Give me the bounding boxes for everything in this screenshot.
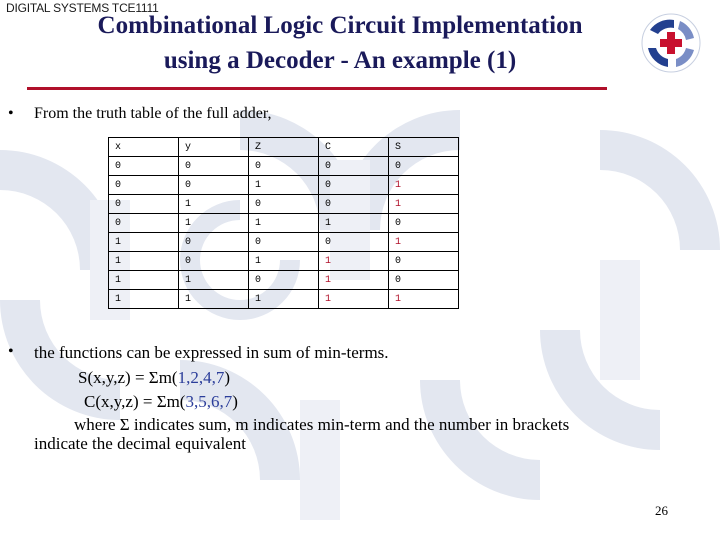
- cell: 0: [319, 233, 389, 252]
- cell: 1: [249, 252, 319, 271]
- cell: 0: [249, 157, 319, 176]
- cell: 0: [319, 195, 389, 214]
- title-line-1: Combinational Logic Circuit Implementation: [97, 12, 583, 39]
- cell: 1: [389, 290, 459, 309]
- cell: 1: [249, 176, 319, 195]
- carry-formula: [84, 392, 238, 412]
- cell: 1: [319, 290, 389, 309]
- truth-table: [108, 137, 459, 309]
- cell: 0: [389, 252, 459, 271]
- bullet-marker: •: [8, 343, 14, 360]
- header-cell-s: S: [389, 138, 459, 157]
- page-number: 26: [655, 503, 668, 518]
- explanation-line-1: where Σ indicates sum, m indicates min-term and the number in brackets: [74, 415, 570, 434]
- cell: 1: [389, 195, 459, 214]
- sum-formula-lhs: S(x,y,z) = Σm(: [78, 368, 178, 387]
- slide-title: [30, 8, 650, 78]
- carry-formula-minterms: 3,5,6,7: [185, 392, 233, 411]
- cell: 1: [109, 290, 179, 309]
- cell: 0: [179, 233, 249, 252]
- sum-formula-minterms: 1,2,4,7: [177, 368, 225, 387]
- table-row: [109, 195, 459, 214]
- cell: 1: [319, 214, 389, 233]
- sum-formula-close: ): [224, 368, 231, 387]
- cell: 0: [109, 176, 179, 195]
- header-cell-x: x: [109, 138, 179, 157]
- sum-of-minterms-text: the functions can be expressed in sum of min-terms.: [34, 343, 389, 362]
- cell: 0: [109, 157, 179, 176]
- cell: 0: [389, 214, 459, 233]
- cell: 0: [249, 233, 319, 252]
- table-row: [109, 290, 459, 309]
- explanation-line-2: indicate the decimal equivalent: [34, 434, 246, 453]
- cell: 0: [249, 271, 319, 290]
- cell: 0: [109, 195, 179, 214]
- sum-formula: [78, 368, 230, 388]
- cell: 1: [249, 290, 319, 309]
- cell: 1: [389, 233, 459, 252]
- table-row: [109, 252, 459, 271]
- table-header-row: [109, 138, 459, 157]
- cell: 1: [249, 214, 319, 233]
- cell: 0: [179, 252, 249, 271]
- header-cell-c: C: [319, 138, 389, 157]
- cell: 0: [319, 176, 389, 195]
- header-cell-z: Z: [249, 138, 319, 157]
- cell: 1: [179, 271, 249, 290]
- cell: 0: [179, 176, 249, 195]
- cell: 1: [109, 233, 179, 252]
- cell: 1: [319, 252, 389, 271]
- carry-formula-lhs: C(x,y,z) = Σm(: [84, 392, 186, 411]
- cell: 0: [389, 157, 459, 176]
- cell: 1: [109, 271, 179, 290]
- course-label: DIGITAL SYSTEMS TCE1111: [6, 1, 159, 15]
- table-row: [109, 233, 459, 252]
- cell: 1: [319, 271, 389, 290]
- table-row: [109, 214, 459, 233]
- cell: 1: [179, 290, 249, 309]
- university-logo-icon: [640, 12, 702, 74]
- title-divider: [27, 87, 607, 90]
- cell: 1: [389, 176, 459, 195]
- cell: 0: [109, 214, 179, 233]
- carry-formula-close: ): [232, 392, 238, 411]
- table-row: [109, 157, 459, 176]
- intro-text: From the truth table of the full adder,: [34, 105, 272, 122]
- cell: 0: [389, 271, 459, 290]
- cell: 0: [319, 157, 389, 176]
- cell: 1: [179, 214, 249, 233]
- title-line-2: using a Decoder - An example (1): [163, 47, 517, 74]
- cell: 0: [249, 195, 319, 214]
- header-cell-y: y: [179, 138, 249, 157]
- table-row: [109, 271, 459, 290]
- table-row: [109, 176, 459, 195]
- cell: 1: [179, 195, 249, 214]
- cell: 1: [109, 252, 179, 271]
- cell: 0: [179, 157, 249, 176]
- bullet-marker: •: [8, 105, 14, 122]
